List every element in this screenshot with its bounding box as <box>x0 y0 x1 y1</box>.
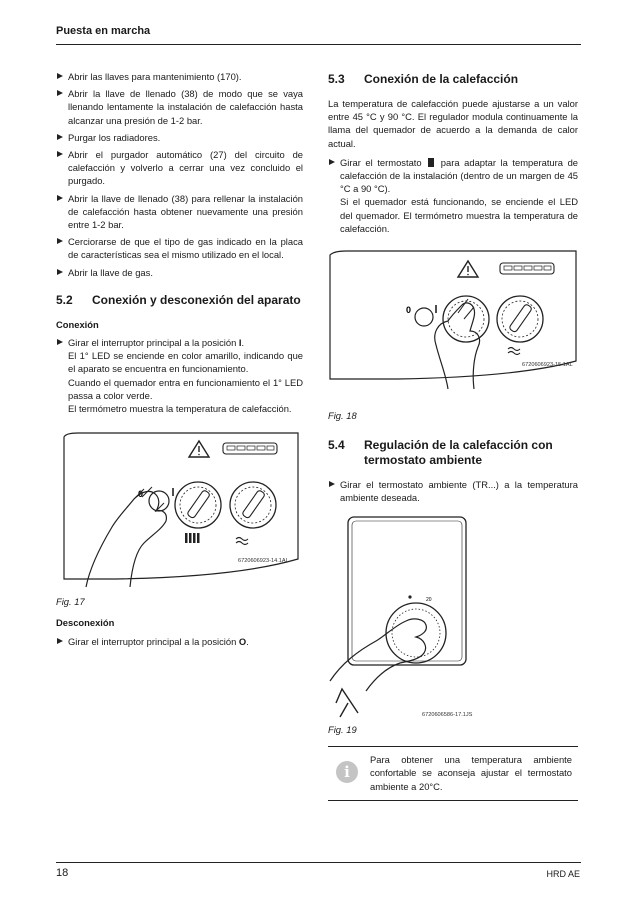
section-number: 5.2 <box>56 292 73 307</box>
punctuation: . <box>241 337 245 349</box>
conexion-heading: Conexión <box>56 318 99 330</box>
info-icon: i <box>336 761 358 783</box>
figure-19-caption: Fig. 19 <box>328 723 357 735</box>
section-5-2-heading <box>56 293 303 308</box>
list-item <box>56 336 303 415</box>
desconexion-bullet-list <box>56 635 303 648</box>
thermostat-instruction-cont: para adaptar la temperatura de calefacción de la instalación (dentro de un margen de 45 °C a 90 °C). <box>340 156 578 195</box>
hand-illustration <box>435 303 480 389</box>
section-title: Conexión y desconexión del aparato <box>92 292 301 307</box>
list-item: Purgar los radiadores. <box>56 131 303 144</box>
section-5-4-heading <box>328 438 578 468</box>
note-text: Para obtener una temperatura ambiente confortable se aconseja ajustar el termostato ambiente a 20°C. <box>370 753 572 792</box>
punctuation: . <box>246 635 249 647</box>
conexion-note-line: El termómetro muestra la temperatura de calefacción. <box>68 403 292 415</box>
intro-bullet-list <box>56 70 303 279</box>
figure-id: 6720606923-14.1AL <box>238 558 289 565</box>
document-code: HRD AE <box>546 869 580 879</box>
radiator-icon <box>185 533 200 543</box>
conexion-note-line: Cuando el quemador entra en funcionamiento el 1° LED passa a color verde. <box>68 376 303 401</box>
page-number: 18 <box>56 867 69 879</box>
led-display <box>223 443 277 454</box>
section-title: Conexión de la calefacción <box>364 72 519 86</box>
list-item: Cerciorarse de que el tipo de gas indicado en la placa de características sea el mismo utilizado en el local. <box>56 235 303 261</box>
figure-id: 6720606923-15.1AL <box>522 362 573 369</box>
list-item: Abrir la llave de llenado (38) para rellenar la instalación de calefacción hasta obtener nuevamente una presión entre 1-2 bar. <box>56 192 303 232</box>
main-switch-knob <box>415 308 433 326</box>
tap-water-icon <box>508 348 520 355</box>
figure-id: 6720606586-17.1JS <box>422 711 473 718</box>
section-number: 5.4 <box>328 438 345 453</box>
header-rule <box>56 44 581 45</box>
radiator-icon <box>428 158 434 167</box>
section-5-3-heading <box>328 72 578 87</box>
list-item <box>328 156 578 235</box>
figure-19 <box>328 513 578 723</box>
conexion-instruction: Girar el interruptor principal a la posición <box>68 337 239 349</box>
hot-water-dial <box>497 296 543 342</box>
list-item: Abrir las llaves para mantenimiento (170). <box>56 70 303 83</box>
list-item: Abrir la llave de gas. <box>56 266 303 279</box>
note-box <box>328 746 578 801</box>
conexion-note-line: El 1° LED se enciende en color amarillo, indicando que el aparato se encuentra en funcionamiento. <box>68 350 303 375</box>
desconexion-heading: Desconexión <box>56 617 115 629</box>
list-item: Girar el termostato ambiente (TR...) a la temperatura ambiente deseada. <box>328 478 578 504</box>
header-title: Puesta en marcha <box>56 25 151 37</box>
list-item <box>56 635 303 648</box>
heating-dial <box>175 482 221 528</box>
led-display <box>500 263 554 274</box>
thermostat-instruction: Girar el termostato <box>340 156 427 168</box>
figure-17 <box>56 427 303 595</box>
hot-water-dial <box>230 482 276 528</box>
boiler-panel-illustration <box>56 427 303 595</box>
section-5-3-bullet-list <box>328 156 578 235</box>
hand-illustration <box>330 619 426 691</box>
conexion-bullet-list <box>56 336 303 415</box>
desconexion-instruction: Girar el interruptor principal a la posición <box>68 635 239 647</box>
right-column <box>328 70 578 801</box>
figure-18-caption: Fig. 18 <box>328 410 357 422</box>
thermostat-dial <box>386 603 446 663</box>
boiler-panel-hand-illustration <box>328 249 578 397</box>
list-item: Abrir la llave de llenado (38) de modo que se vaya llenando lentamente la instalación de calefacción hasta alcanzar una presión de 1-2 bar. <box>56 87 303 127</box>
footer-rule <box>56 862 581 863</box>
left-column <box>56 70 303 652</box>
section-number: 5.3 <box>328 72 345 86</box>
hand-illustration <box>86 492 166 588</box>
tap-water-icon <box>236 538 248 545</box>
switch-position-off: O <box>238 635 247 647</box>
burner-note: Si el quemador está funcionando, se enciende el LED del quemador. El termómetro muestra la temperatura de calefacción. <box>340 196 578 234</box>
figure-18 <box>328 249 578 397</box>
section-5-4-bullet-list <box>328 478 578 504</box>
svg-text:0: 0 <box>406 305 412 316</box>
svg-text:0: 0 <box>138 489 144 500</box>
list-item: Abrir el purgador automático (27) del circuito de calefacción y volverlo a cerrar una vez concluido el purgado. <box>56 148 303 188</box>
switch-position-on: I <box>238 337 242 349</box>
section-title: Regulación de la calefacción con termostato ambiente <box>364 438 553 468</box>
room-thermostat-body <box>348 517 466 665</box>
svg-text:20: 20 <box>426 596 432 603</box>
room-thermostat-illustration <box>328 513 578 723</box>
section-5-3-paragraph: La temperatura de calefacción puede ajustarse a un valor entre 45 °C y 90 °C. El regulador modula continuamente la llama del quemador de acuerdo a la demanda de calor actual. <box>328 98 578 149</box>
figure-17-caption: Fig. 17 <box>56 596 85 608</box>
